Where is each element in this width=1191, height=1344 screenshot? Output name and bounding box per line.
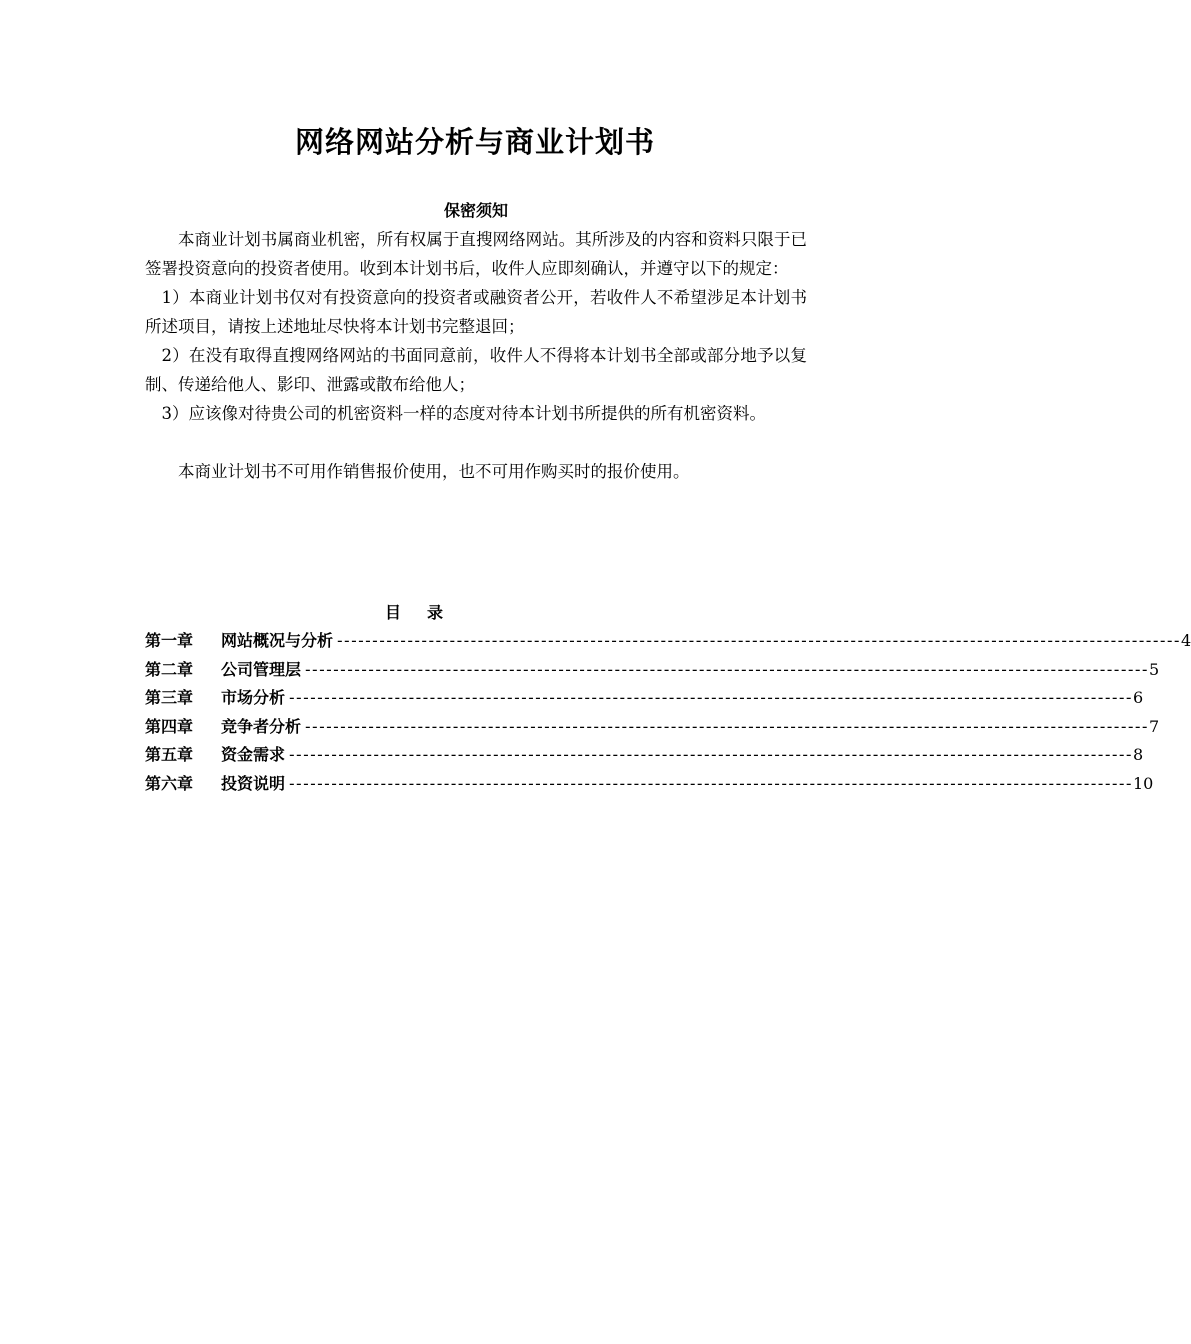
toc-dash-leader: ------------------------------------------------------------------------------------------------------------------------ <box>287 688 1131 708</box>
toc-entry[interactable] <box>145 771 1154 800</box>
toc-dash-leader: ------------------------------------------------------------------------------------------------------------------------ <box>287 745 1131 765</box>
toc-chapter-title: 投资说明 <box>221 773 286 793</box>
notice-item-3: 3）应该像对待贵公司的机密资料一样的态度对待本计划书所提供的所有机密资料。 <box>161 404 766 423</box>
toc-entry[interactable] <box>145 742 1144 771</box>
notice-item-1: 1）本商业计划书仅对有投资意向的投资者或融资者公开，若收件人不希望涉足本计划书所述项目，请按上述地址尽快将本计划书完整退回； <box>145 288 807 336</box>
toc-page-number: 10 <box>1132 773 1154 793</box>
notice-closing-paragraph: 本商业计划书不可用作销售报价使用，也不可用作购买时的报价使用。 <box>178 462 690 481</box>
toc-page-number: 8 <box>1132 745 1144 765</box>
toc-chapter-number: 第六章 <box>145 773 194 793</box>
toc-dash-leader: ------------------------------------------------------------------------------------------------------------------------ <box>335 631 1179 650</box>
notice-paragraph: 本商业计划书属商业机密，所有权属于直搜网络网站。其所涉及的内容和资料只限于已签署投资意向的投资者使用。收到本计划书后，收件人应即刻确认，并遵守以下的规定： <box>145 230 807 278</box>
toc-chapter-number: 第三章 <box>145 688 194 708</box>
toc-chapter-number: 第二章 <box>145 659 194 679</box>
toc-page-number: 5 <box>1148 659 1160 679</box>
toc-chapter-title: 公司管理层 <box>221 659 302 679</box>
notice-item-2: 2）在没有取得直搜网络网站的书面同意前，收件人不得将本计划书全部或部分地予以复制、传递给他人、影印、泄露或散布给他人； <box>145 346 807 394</box>
toc-heading-char-1: 目 <box>385 603 402 622</box>
toc-page-number: 7 <box>1148 716 1160 736</box>
toc-chapter-title: 网站概况与分析 <box>221 631 334 650</box>
toc-dash-leader: ------------------------------------------------------------------------------------------------------------------------ <box>303 659 1147 679</box>
toc-page-number: 4 <box>1180 631 1191 650</box>
toc-chapter-title: 资金需求 <box>221 745 286 765</box>
toc-chapter-number: 第一章 <box>145 631 194 650</box>
toc-heading-char-2: 录 <box>427 603 444 622</box>
toc-entry[interactable] <box>145 628 1191 657</box>
toc-chapter-title: 竞争者分析 <box>221 716 302 736</box>
notice-heading: 保密须知 <box>443 201 508 220</box>
confidentiality-notice <box>145 196 807 486</box>
table-of-contents <box>145 628 1191 800</box>
toc-chapter-number: 第五章 <box>145 745 194 765</box>
toc-chapter-title: 市场分析 <box>221 688 286 708</box>
blank-line <box>145 428 807 457</box>
toc-dash-leader: ------------------------------------------------------------------------------------------------------------------------ <box>287 773 1131 793</box>
toc-chapter-number: 第四章 <box>145 716 194 736</box>
document-title: 网络网站分析与商业计划书 <box>294 125 655 159</box>
toc-entry[interactable] <box>145 685 1144 714</box>
toc-entry[interactable] <box>145 657 1160 686</box>
toc-heading <box>385 600 443 623</box>
toc-page-number: 6 <box>1132 688 1144 708</box>
toc-dash-leader: ------------------------------------------------------------------------------------------------------------------------ <box>303 716 1147 736</box>
toc-entry[interactable] <box>145 714 1160 743</box>
